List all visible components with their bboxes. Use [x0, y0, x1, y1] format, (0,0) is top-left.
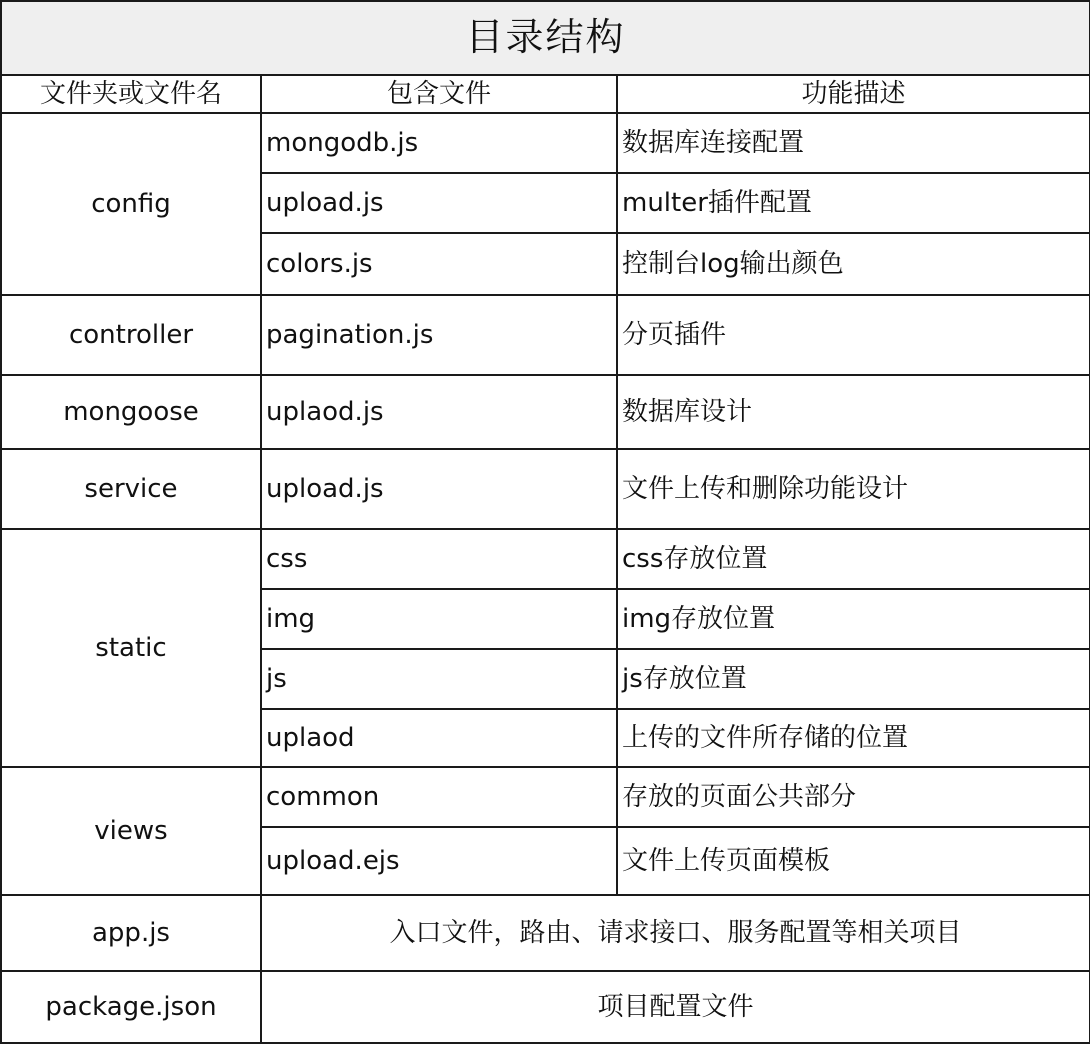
file-name: pagination.js: [261, 295, 617, 375]
header-row: [1, 75, 1090, 113]
header-description: 功能描述: [617, 75, 1090, 113]
table-row: [1, 971, 1090, 1043]
file-name: upload.ejs: [261, 827, 617, 895]
folder-views: views: [1, 767, 261, 895]
file-description: img存放位置: [617, 589, 1090, 649]
file-description: css存放位置: [617, 529, 1090, 589]
folder-service: service: [1, 449, 261, 529]
file-description: 入口文件，路由、请求接口、服务配置等相关项目: [261, 895, 1090, 971]
folder-static: static: [1, 529, 261, 767]
folder-mongoose: mongoose: [1, 375, 261, 449]
file-description: 数据库设计: [617, 375, 1090, 449]
file-description: 控制台log输出颜色: [617, 233, 1090, 295]
file-name: img: [261, 589, 617, 649]
file-name: uplaod.js: [261, 375, 617, 449]
file-description: js存放位置: [617, 649, 1090, 709]
file-description: 存放的页面公共部分: [617, 767, 1090, 827]
file-package-json: package.json: [1, 971, 261, 1043]
table-row: [1, 767, 1090, 827]
table-row: [1, 529, 1090, 589]
table-row: [1, 449, 1090, 529]
file-name: js: [261, 649, 617, 709]
header-folder: 文件夹或文件名: [1, 75, 261, 113]
file-description: 文件上传页面模板: [617, 827, 1090, 895]
file-description: 数据库连接配置: [617, 113, 1090, 173]
table-row: [1, 375, 1090, 449]
file-name: mongodb.js: [261, 113, 617, 173]
file-description: 项目配置文件: [261, 971, 1090, 1043]
table-row: [1, 895, 1090, 971]
file-description: 分页插件: [617, 295, 1090, 375]
file-name: upload.js: [261, 173, 617, 233]
title-row: [1, 1, 1090, 75]
file-name: uplaod: [261, 709, 617, 767]
file-name: css: [261, 529, 617, 589]
table-row: [1, 113, 1090, 173]
header-files: 包含文件: [261, 75, 617, 113]
table-row: [1, 295, 1090, 375]
file-description: 上传的文件所存储的位置: [617, 709, 1090, 767]
folder-controller: controller: [1, 295, 261, 375]
file-name: colors.js: [261, 233, 617, 295]
file-app-js: app.js: [1, 895, 261, 971]
file-description: 文件上传和删除功能设计: [617, 449, 1090, 529]
folder-config: config: [1, 113, 261, 295]
table-title: 目录结构: [1, 1, 1090, 75]
file-name: common: [261, 767, 617, 827]
file-description: multer插件配置: [617, 173, 1090, 233]
file-name: upload.js: [261, 449, 617, 529]
